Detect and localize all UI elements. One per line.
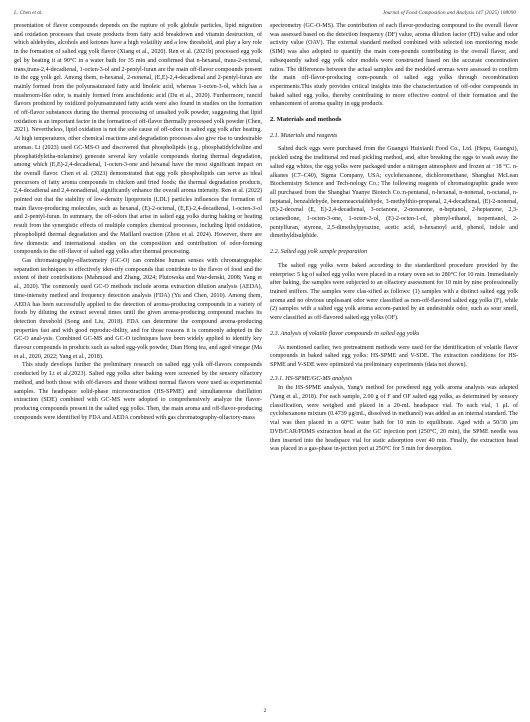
intro-paragraph-2: Gas chromatography-olfactometry (GC-O) can combine human senses with chromatographic separation techniques to effectively iden-tify compounds that contribute to the flavor of food and the extent of their contributions (Mahmoud and Zhang, 2024; Plutowska and War-denski, 2008; Yang et al., 2020). The commonly used GC-O methods include aroma extraction dilution analysis (AEDA), time-intensity method and frequency detection analysis (FDA) (Yu and Chen, 2010). Among them, AEDA has been successfully applied to the detection of aroma-producing compounds in a variety of foods by diluting the extract several times until the given aroma-producing compound reaches its detection threshold (Song and Liu, 2018). FDA can determine the compound aroma-producing properties fast and with good reproduc-ibility, and for those reasons it is commonly adopted in the GC-O anal-ysis. Combined GC-MS and GC-O techniques have been widely applied to identify key flavour compounds in products such as salted egg-yolk powder, Dian Hong tea, and aged vinegar (Ma et al., 2020, 2022; Yang et al., 2018). <box>14 257 262 360</box>
intro-paragraph-1: presentation of flavor compounds depends on the rupture of yolk globule particles, lipid migration and oxidation processes that create products from fatty acid breakdown and vitamin destruction, of which aldehydes, alcohols and ketones have a high volatility and a low threshold, and play a key role in the formation of salted egg yolk flavor (Xiang et al., 2020). Ren et al. (2021b) processed egg yolk gel by heating it at 90°C in a water bath for 35 min and confirmed that n-hexanal, trans-2-octenal, trans,trans-2,4-decadienal, 1-octen-3-ol and 2-pentyl-furan are the main off-flavor compounds present in the egg yolk gel. Among them, n-hexanal, 2-nonenal, (E,E)-2,4-decadienal and 2-pentyl-furan are mainly formed from the polyunsaturated fatty acid linoleic acid, whereas 1-octen-3-ol, which has a mushroom-like odor, is mainly formed from arachidonic acid (Du et al., 2020). Furthermore, rancid flavors produced by oxidized polyunsaturated fatty acids were also found in studies on the formation of off-flavor substances during the thermal processing of unsalted yolk powder, suggesting that lipid oxidation is an important factor in the formation of off-flavor thermally processed yolk powder (Chen, 2021). Nevertheless, lipid oxidation is not the sole cause of off-odors in salted egg yolk after heating. At high temperatures, other chemical reactions and degradation processes also give rise to undesirable aromas. Li (2023) used GC-MS-O and discovered that phospholipids (e.g., phosphatidylcholine and phosphatidyletha-nolamine) generate several key volatile compounds during thermal degradation, among which (E,E)-2,4-decadienal, 1-octen-3-one and hexanal have the most significant impact on the overall flavor. Chen et al. (2023) demonstrated that egg yolk phospholipids can serve as ideal precursors of fatty aroma compounds in chicken and fried foods; the thermal degradation products, 2,4-decadienal and 2,4-nonadienal, significantly enhance the overall aroma intensity. Ren et al. (2022) pointed out that the stability of low-density lipoprotein (LDL) particles influences the formation of main flavor-producing molecules, such as hexanal, (E)-2-octenal, (E,E)-2,4-decadienal, 1-octen-3-ol and 2-pentyl-furan. In summary, the off-odors that arise in salted egg yolks during baking or heating result from the synergistic effects of multiple complex chemical processes, including lipid oxidation, phospholipid thermal degradation and the Maillard reaction (Zhou et al. 2024). However, there are few domestic and international studies on the composition and contribution of odor-forming compounds to the off-flavor of salted egg yolks after thermal processing. <box>14 23 262 256</box>
hs-spme-paragraph: In the HS-SPME analysis, Yang's method for powdered egg yolk aroma analysis was adapted (Yang et al., 2018). For each sample, 2.00 g of F and OF salted egg yolks, as determined by sensory classification, were weighed and placed in a 20-mL headspace vial. To each vial, 1 μL of cyclohexanone mixture (0.4739 μg/mL, dissolved in methanol) was added as an internal standard. The vial was then placed in a 60°C water bath for 10 min to equilibrate. Aged with a 50/30 μm DVB/CAR/PDMS extraction head at the GC injection port (250°C, 20 min), the SPME needle was then inserted into the headspace vial for static adsorption over 40 min. Finally, the extraction head was placed in a gas-phase in-jection port at 250°C for 5 min for desorption. <box>270 385 518 453</box>
running-header <box>14 10 516 22</box>
header-journal: Journal of Food Composition and Analysis 147 (2025) 108090 <box>382 10 516 16</box>
left-column <box>14 22 262 422</box>
sample-prep-paragraph: The salted egg yolks were baked according to the standardized procedure provided by the enterprise: 5 kg of salted egg yolks were placed in a rotary oven set to 280°C for 10 min. Immediately after baking, the samples were subjected to an olfactory assessment for 10 min by nine professionally trained sniffers. The samples were clas-sified as follows: (1) samples with a distinct salted egg yolk aroma and no obvious unpleasant odor were classified as non-off-flavored salted egg yolks (F), while (2) samples with a salted egg yolk aroma accom-panied by an undesirable odor, such as sour smell, were classified as off-flavored salted egg yolks (OF). <box>270 262 518 322</box>
intro-paragraph-3: This study develops further the preliminary research on salted egg yolk off-flavors compounds conducted by Li et al.(2023). Salted egg yolks after baking were screened by the sensory olfactory method, and both those with off-flavors and those without normal flavors were used as experimental samples. The headspace solid-phase microextraction (HS-SPME) and simultaneous distillation extraction (SDE) combined with GC-MS were adopted to comprehensively analyze the flavor-producing compounds present in the salted egg yolks. Then, the main aroma and off-flavor-producing compounds were identified by FDA and AEDA combined with gas chromatography-olfactory-mass <box>14 362 262 421</box>
subsection-heading-materials: 2.1. Materials and reagents <box>270 132 338 139</box>
subsection-heading-volatile-analysis: 2.3. Analysis of volatile flavor compounds in salted egg yolks <box>270 330 420 337</box>
section-heading-methods: 2. Materials and methods <box>270 116 342 124</box>
right-column <box>270 22 518 454</box>
page-number: 2 <box>263 708 267 714</box>
volatile-analysis-paragraph: As mentioned earlier, two pretreatment methods were used for the identification of volatile flavor compounds in baked salted egg yolks: HS-SPME and V-SDE. The extraction conditions for HS-SPME and V-SDE were optimized via preliminary experiments (data not shown). <box>270 344 518 368</box>
materials-paragraph: Salted duck eggs were purchased from the Guangxi Huixianli Food Co., Ltd. (Hepu, Guangxi), pickled using the traditional red mud pickling method, and, after breaking the eggs to wash away the salted egg whites, the egg yolks were packaged under a nitrogen atmosphere and frozen at −18 °C. n-alkanes (C7–C40), Sigma Company, USA; cyclohexanone, dichloromethane, Shanghai McLean Biochemistry Science and Tech-nology Co.; The following reagents of chromatographic grade were all purchased from the Shanghai Yuanye Biotech Co.:n-pentanal, n-hexanal, n-nonenal, n-octanal, n-heptanal, benzaldehyde, benzeneacetaldehyde, 3-methylthio-propanal, 2,4-decadienal, (E)-2-nonenal, (E)-2-decenal (E, E)-2,4-decadienal, 3-octanone, 2-nonanone, n-heptanol, 2-heptanone, 2,3-octanedione, 1-octen-3-one, 1-octen-3-ol, (E)-2-octen-1-ol, phenyl-ethanol, isopentanol, 2-pentylfuran, styrene, 2,5-dimethylpyrazine, acetic acid, n-hexanoyl acid, phenol, indole and dimethyldisulphide. <box>270 146 518 240</box>
subsubsection-heading-hs-spme: 2.3.1. HS-SPME/GC-MS analysis <box>270 375 353 382</box>
header-authors: L. Chen et al. <box>14 10 43 16</box>
intro-paragraph-4: spectrometry (GC-O-MS). The contribution of each flavor-producing compound to the overall flavor was assessed based on the detection frequency (DF) value, aroma dilution factor (FD) value and odor activity value (OAV). The external standard method combined with selected ion monitoring mode (SIM) was also adopted to quantify the main com-pounds contributing to the overall flavor, and subsequently salted egg yolk odor models were constructed based on the accurate concentration ratios. The differences between the actual samples and the modeled aromas were assessed to confirm the main off-flavor-producing com-pounds of salted egg yolks through recombination experiments.This study provides critical insights into the characterization of off-odor compounds in baked salted egg yolks, thereby contributing to more effective control of their formation and the enhancement of aroma quality in egg products. <box>270 23 518 108</box>
subsection-heading-sample-prep: 2.2. Salted egg yolk sample preparation <box>270 249 368 256</box>
